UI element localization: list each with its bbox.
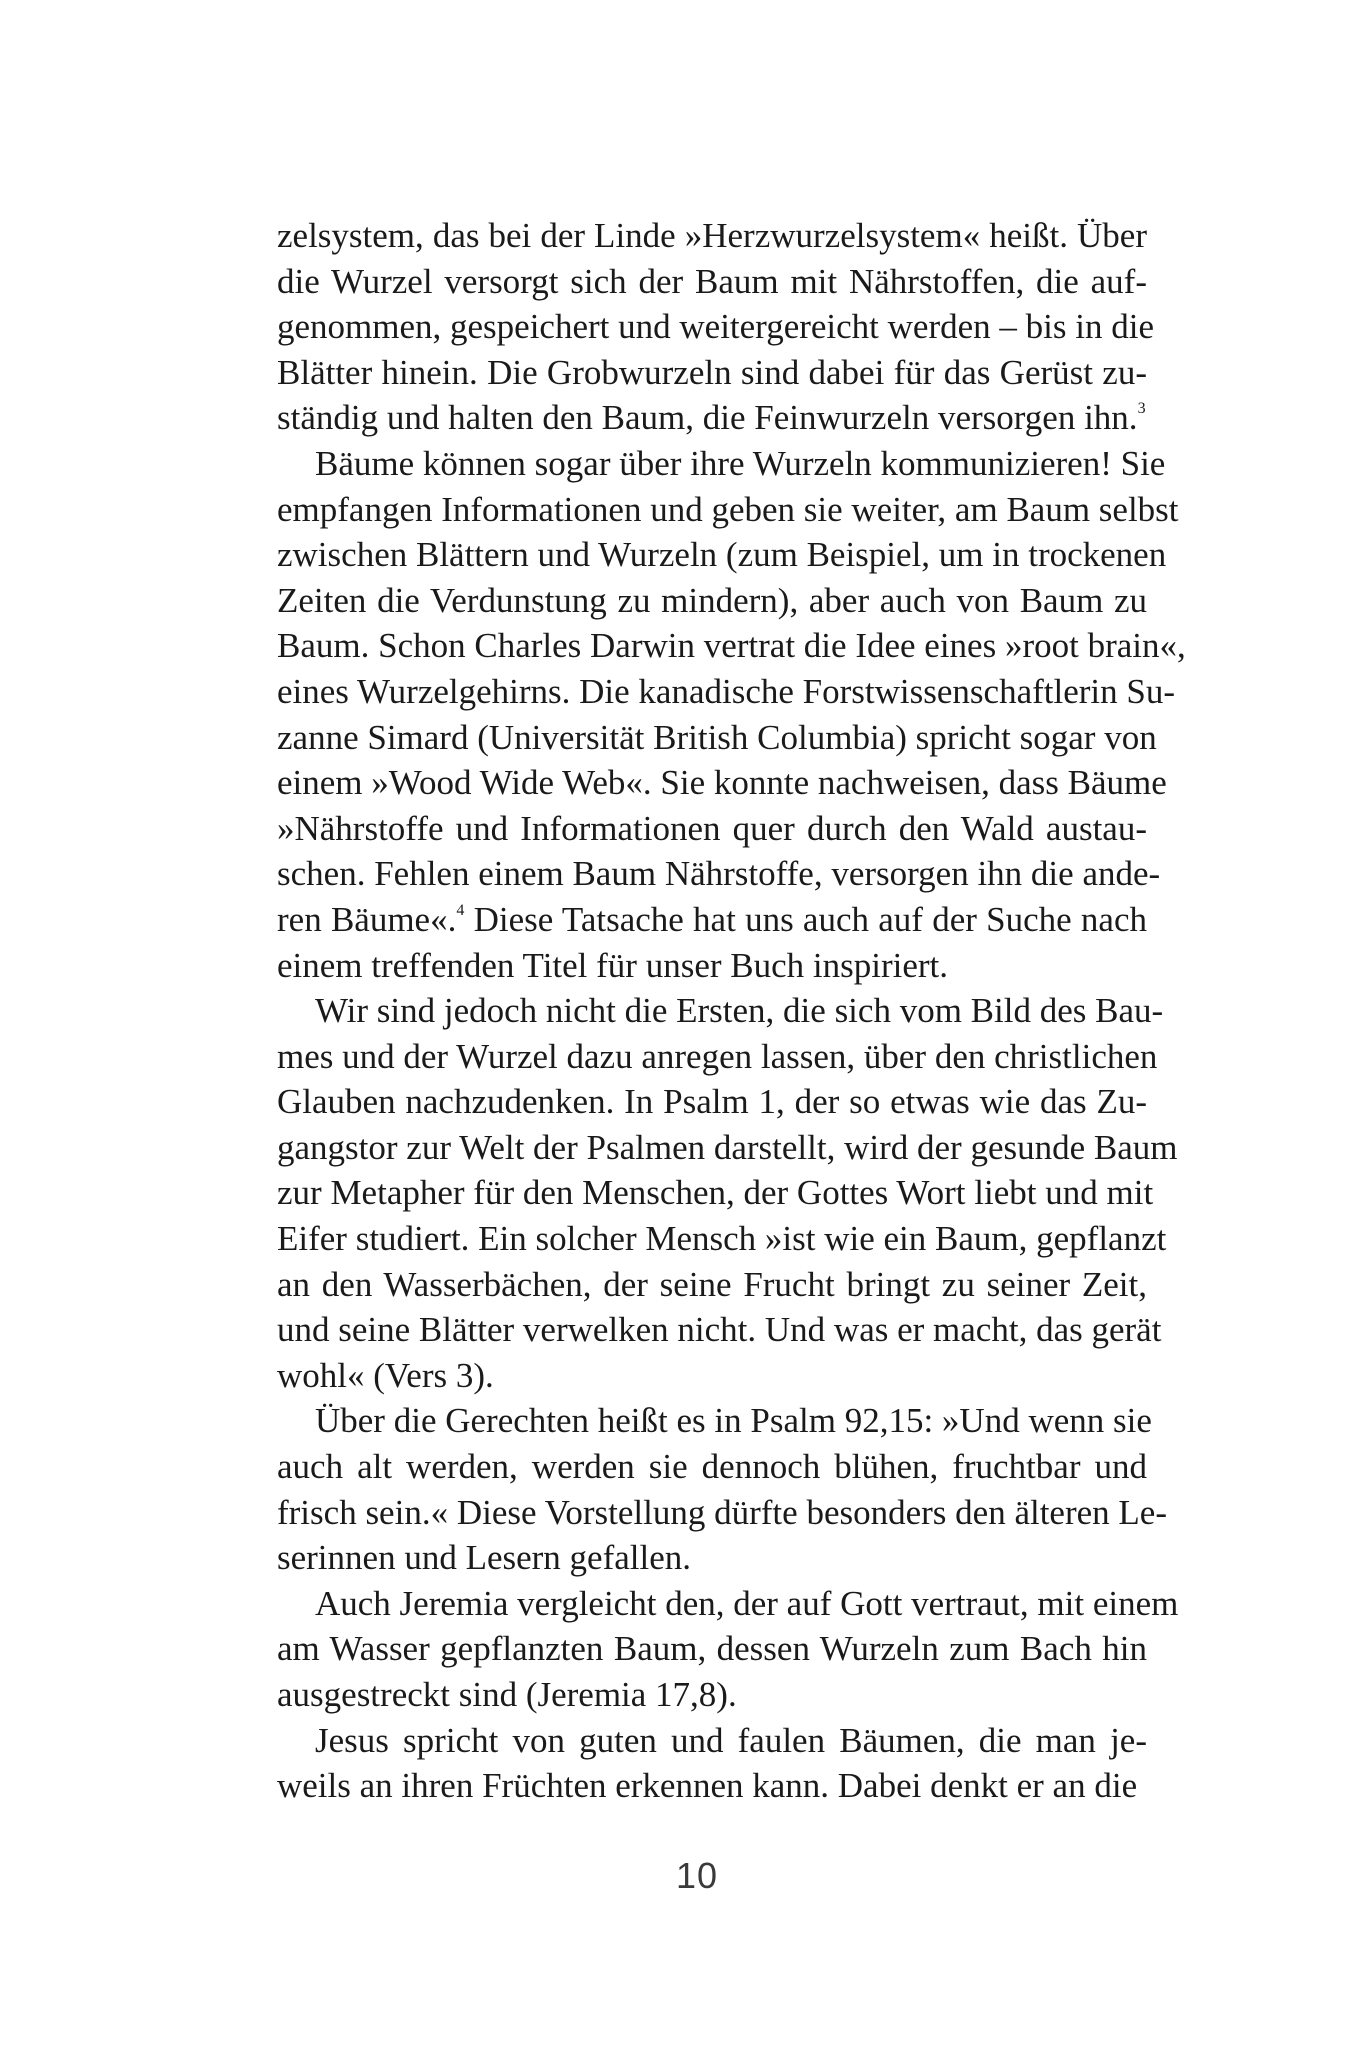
paragraph xyxy=(239,1398,1167,1580)
text-line xyxy=(239,943,1147,989)
line-text: zanne Simard (Universität British Columbia) spricht sogar von xyxy=(277,717,1157,757)
paragraph xyxy=(239,1718,1147,1809)
text-line xyxy=(239,213,1147,259)
text-line xyxy=(239,1307,1162,1353)
text-line xyxy=(239,1535,1147,1581)
line-text: weils an ihren Früchten erkennen kann. Dabei denkt er an die xyxy=(277,1766,1138,1806)
text-line xyxy=(239,1444,1147,1490)
text-line xyxy=(239,259,1147,305)
line-text: ausgestreckt sind (Jeremia 17,8). xyxy=(277,1675,737,1714)
line-text: einem treffenden Titel für unser Buch inspiriert. xyxy=(277,945,949,985)
line-text: Auch Jeremia vergleicht den, der auf Gott vertraut, mit einem xyxy=(315,1583,1179,1623)
line-text: Eifer studiert. Ein solcher Mensch »ist wie ein Baum, gepflanzt xyxy=(277,1219,1167,1259)
text-line xyxy=(239,1216,1167,1262)
text-line xyxy=(239,1262,1147,1308)
line-text: mes und der Wurzel dazu anregen lassen, über den christlichen xyxy=(277,1036,1158,1076)
line-text: zelsystem, das bei der Linde »Herzwurzelsystem« heißt. Über xyxy=(277,216,1147,255)
line-text: ren Bäume«. xyxy=(277,899,457,939)
line-text: wohl« (Vers 3). xyxy=(277,1355,494,1395)
text-line xyxy=(239,760,1167,806)
text-line xyxy=(239,304,1154,350)
text-line xyxy=(239,441,1166,487)
line-text: frisch sein.« Diese Vorstellung dürfte besonders den älteren Le- xyxy=(277,1492,1167,1532)
text-line xyxy=(239,1490,1167,1536)
paragraph xyxy=(239,441,1186,988)
text-line xyxy=(239,623,1186,669)
paragraph xyxy=(239,988,1178,1398)
line-text: serinnen und Lesern gefallen. xyxy=(277,1538,692,1578)
text-line xyxy=(239,1353,1147,1399)
line-text: schen. Fehlen einem Baum Nährstoffe, versorgen ihn die ande- xyxy=(277,854,1161,894)
line-text: »Nährstoffe und Informationen quer durch den Wald austau- xyxy=(277,808,1147,848)
text-line xyxy=(239,1672,1147,1718)
line-text: Glauben nachzudenken. In Psalm 1, der so etwas wie das Zu- xyxy=(277,1082,1147,1122)
line-text: empfangen Informationen und geben sie weiter, am Baum selbst xyxy=(277,489,1179,529)
text-line xyxy=(239,1170,1154,1216)
text-line xyxy=(239,1626,1147,1672)
line-text: gangstor zur Welt der Psalmen darstellt, wird der gesunde Baum xyxy=(277,1127,1178,1167)
line-text: Baum. Schon Charles Darwin vertrat die Idee eines »root brain«, xyxy=(277,626,1186,666)
text-line xyxy=(239,669,1175,715)
line-text: Jesus spricht von guten und faulen Bäumen, die man je- xyxy=(315,1720,1147,1760)
text-line xyxy=(239,395,1147,441)
line-text: zur Metapher für den Menschen, der Gottes Wort liebt und mit xyxy=(277,1173,1154,1213)
line-text: Über die Gerechten heißt es in Psalm 92,15: »Und wenn sie xyxy=(315,1401,1152,1441)
line-text: Wir sind jedoch nicht die Ersten, die sich vom Bild des Bau- xyxy=(315,991,1164,1031)
text-line xyxy=(239,1718,1147,1764)
line-text: Zeiten die Verdunstung zu mindern), aber auch von Baum zu xyxy=(277,580,1147,620)
line-text: ständig und halten den Baum, die Feinwurzeln versorgen ihn. xyxy=(277,398,1138,438)
line-text: zwischen Blättern und Wurzeln (zum Beispiel, um in trockenen xyxy=(277,535,1167,575)
text-line xyxy=(239,1398,1152,1444)
text-line xyxy=(239,1763,1147,1809)
line-text: einem »Wood Wide Web«. Sie konnte nachweisen, dass Bäume xyxy=(277,763,1167,803)
text-line xyxy=(239,715,1157,761)
footnote-marker: 3 xyxy=(1137,400,1146,418)
text-line xyxy=(239,487,1179,533)
text-line xyxy=(239,897,1147,943)
text-line xyxy=(239,851,1161,897)
line-text-continued: Diese Tatsache hat uns auch auf der Suche nach xyxy=(464,899,1147,939)
line-text: an den Wasserbächen, der seine Frucht bringt zu seiner Zeit, xyxy=(277,1264,1147,1304)
line-text: auch alt werden, werden sie dennoch blühen, fruchtbar und xyxy=(277,1447,1147,1487)
text-line xyxy=(239,350,1147,396)
line-text: die Wurzel versorgt sich der Baum mit Nährstoffen, die auf- xyxy=(277,261,1147,301)
paragraph xyxy=(239,1581,1179,1718)
text-line xyxy=(239,988,1164,1034)
page-number: 10 xyxy=(675,1855,719,1896)
text-line xyxy=(239,578,1147,624)
footnote-marker: 4 xyxy=(456,901,465,919)
text-line xyxy=(239,1125,1178,1171)
line-text: und seine Blätter verwelken nicht. Und was er macht, das gerät xyxy=(277,1310,1162,1350)
text-line xyxy=(239,532,1167,578)
body-text xyxy=(239,213,1186,1809)
text-line xyxy=(239,1581,1179,1627)
line-text: am Wasser gepflanzten Baum, dessen Wurzeln zum Bach hin xyxy=(277,1629,1147,1669)
line-text: eines Wurzelgehirns. Die kanadische Forstwissenschaftlerin Su- xyxy=(277,671,1175,711)
text-line xyxy=(239,1079,1147,1125)
paragraph xyxy=(239,213,1154,441)
text-line xyxy=(239,1034,1158,1080)
line-text: genommen, gespeichert und weitergereicht werden – bis in die xyxy=(277,307,1154,347)
line-text: Bäume können sogar über ihre Wurzeln kommunizieren! Sie xyxy=(315,443,1166,483)
text-line xyxy=(239,806,1147,852)
line-text: Blätter hinein. Die Grobwurzeln sind dabei für das Gerüst zu- xyxy=(277,352,1147,392)
